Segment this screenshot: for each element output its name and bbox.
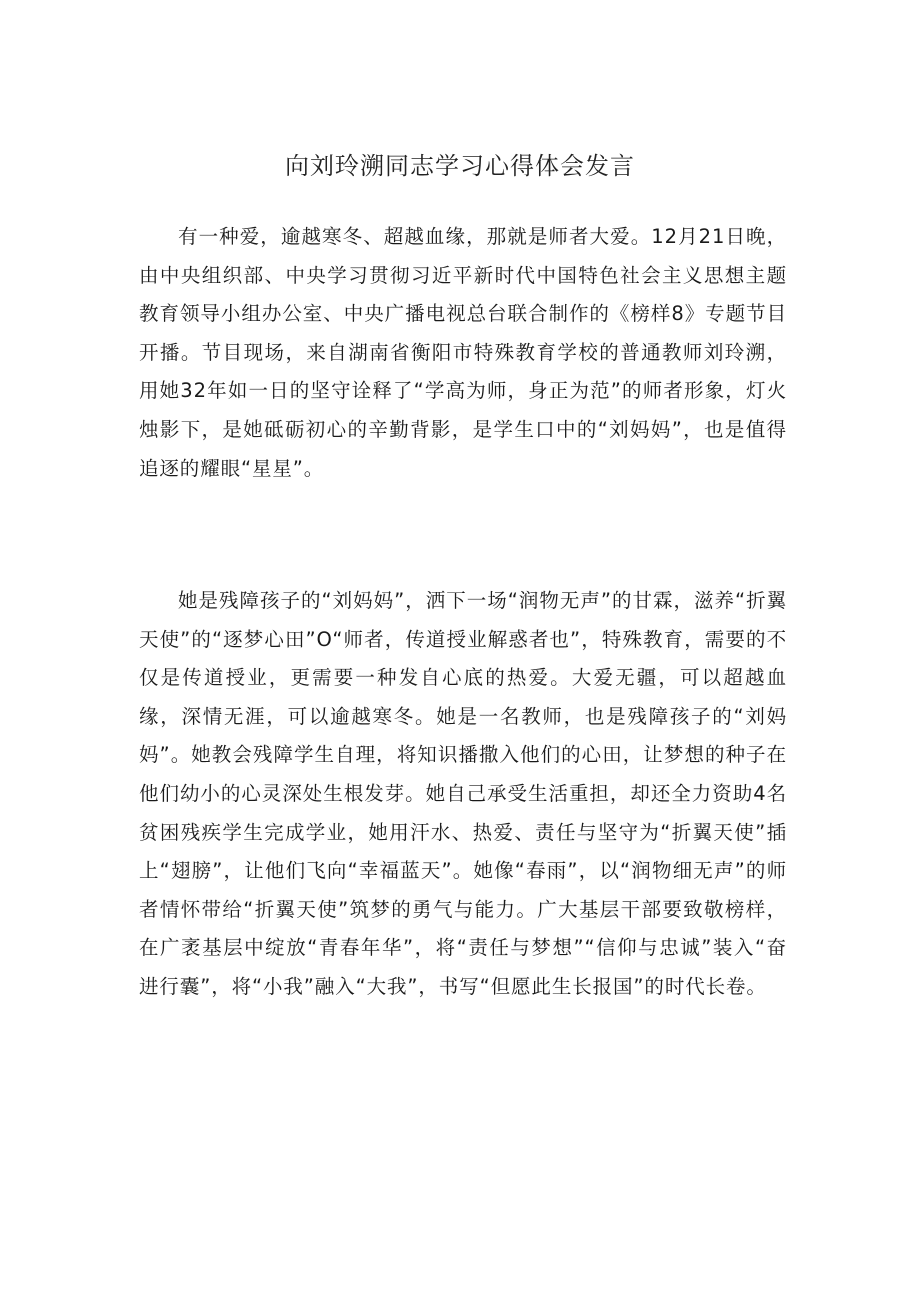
page-title: 向刘玲溯同志学习心得体会发言 bbox=[285, 152, 635, 180]
paragraph-1: 有一种爱，逾越寒冬、超越血缘，那就是师者大爱。12月21日晚，由中央组织部、中央学习贯彻习近平新时代中国特色社会主义思想主题教育领导小组办公室、中央广播电视总台联合制作的《榜样8》专题节目开播。节目现场，来自湖南省衡阳市特殊教育学校的普通教师刘玲溯，用她32年如一日的坚守诠释了“学高为师，身正为范”的师者形象，灯火烛影下，是她砥砺初心的辛勤背影，是学生口中的“刘妈妈”，也是值得追逐的耀眼“星星”。 bbox=[139, 225, 787, 480]
paragraph-2: 她是残障孩子的“刘妈妈”，洒下一场“润物无声”的甘霖，滋养“折翼天使”的“逐梦心田”O“师者，传道授业解惑者也”，特殊教育，需要的不仅是传道授业，更需要一种发自心底的热爱。大爱无疆，可以超越血缘，深情无涯，可以逾越寒冬。她是一名教师，也是残障孩子的“刘妈妈”。她教会残障学生自理，将知识播撒入他们的心田，让梦想的种子在他们幼小的心灵深处生根发芽。她自己承受生活重担，却还全力资助4名贫困残疾学生完成学业，她用汗水、热爱、责任与坚守为“折翼天使”插上“翅膀”，让他们飞向“幸福蓝天”。她像“春雨”，以“润物细无声”的师者情怀带给“折翼天使”筑梦的勇气与能力。广大基层干部要致敬榜样，在广袤基层中绽放“青春年华”，将“责任与梦想”“信仰与忠诚”装入“奋进行囊”，将“小我”融入“大我”，书写“但愿此生长报国”的时代长卷。 bbox=[139, 589, 787, 998]
